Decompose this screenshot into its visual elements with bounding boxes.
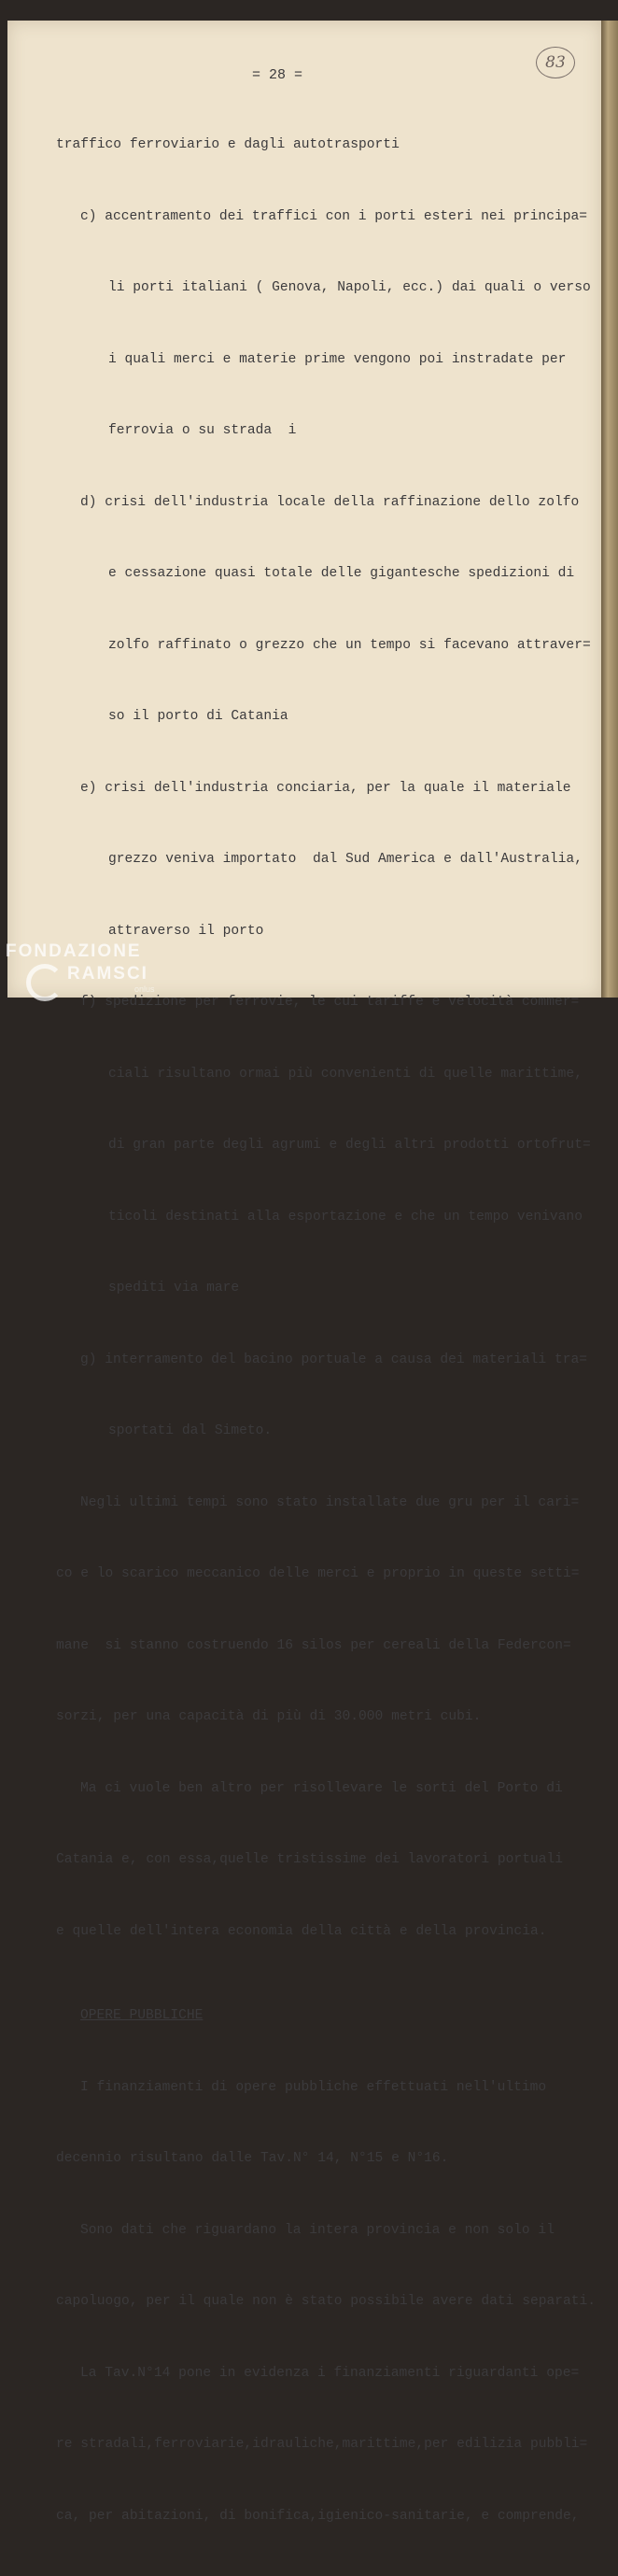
paragraph-start: La Tav.N°14 pone in evidenza i finanziamenti riguardanti ope= xyxy=(80,2365,580,2381)
watermark-suffix: onlus xyxy=(134,984,155,994)
typewritten-body xyxy=(56,86,597,2576)
text-line: decennio risultano dalle Tav.N° 14, N°15 e N°16. xyxy=(56,2151,449,2166)
text-line: ferrovia o su strada i xyxy=(108,423,297,438)
text-line: di gran parte degli agrumi e degli altri prodotti ortofrut= xyxy=(108,1138,591,1153)
text-line: re stradali,ferroviarie,idrauliche,marittime,per edilizia pubbli= xyxy=(56,2437,588,2452)
text-line: grezzo veniva importato dal Sud America e dall'Australia, xyxy=(108,852,583,867)
section-heading-text: OPERE PUBBLICHE xyxy=(80,2008,204,2023)
binding-edge xyxy=(601,21,618,998)
paragraph-start: Negli ultimi tempi sono stato installate due gru per il cari= xyxy=(80,1494,580,1510)
text-line: ciali risultano ormai più convenienti di quelle marittime, xyxy=(108,1066,583,1082)
watermark-line2: RAMSCI xyxy=(67,964,148,984)
text-line: li porti italiani ( Genova, Napoli, ecc.) dai quali o verso xyxy=(108,280,591,295)
text-line: Catania e, con essa,quelle tristissime dei lavoratori portuali xyxy=(56,1852,563,1867)
text-line: ticoli destinati alla esportazione e che un tempo venivano xyxy=(108,1209,583,1224)
folio-stamp: 83 xyxy=(536,47,575,78)
page-number: = 28 = xyxy=(252,67,303,83)
text-line: sportati dal Simeto. xyxy=(108,1423,273,1438)
text-line: e cessazione quasi totale delle gigantesche spedizioni di xyxy=(108,566,575,581)
text-line: ca, per abitazioni, di bonifica,igienico-sanitarie, e comprende, xyxy=(56,2508,580,2524)
text-line: mane si stanno costruendo 16 silos per cereali della Federcon= xyxy=(56,1637,571,1653)
list-item-d: d) crisi dell'industria locale della raffinazione dello zolfo xyxy=(80,494,580,510)
list-item-f: f) spedizione per ferrovie, le cui tariffe e velocità commer= xyxy=(80,995,580,1010)
text-line: zolfo raffinato o grezzo che un tempo si facevano attraver= xyxy=(108,637,591,653)
section-heading xyxy=(56,2004,584,2029)
text-line: sorzi, per una capacità di più di 30.000 metri cubi. xyxy=(56,1709,482,1724)
text-line: e quelle dell'intera economia della città e della provincia. xyxy=(56,1923,547,1939)
text-line: i quali merci e materie prime vengono poi instradate per xyxy=(108,351,567,367)
text-line: co e lo scarico meccanico delle merci e proprio in queste setti= xyxy=(56,1566,580,1581)
text-line: traffico ferroviario e dagli autotrasporti xyxy=(56,137,400,152)
list-item-c: c) accentramento dei traffici con i porti esteri nei principa= xyxy=(80,208,587,224)
list-item-e: e) crisi dell'industria conciaria, per la quale il materiale xyxy=(80,780,571,796)
paragraph-start: Sono dati che riguardano la intera provincia e non solo il xyxy=(80,2222,555,2238)
text-line: capoluogo, per il quale non è stato possibile avere dati separati. xyxy=(56,2294,597,2309)
g-logo-icon xyxy=(26,964,63,1001)
fondazione-gramsci-watermark xyxy=(6,941,155,994)
text-line: attraverso il porto xyxy=(108,923,264,939)
text-line: spediti via mare xyxy=(108,1281,240,1295)
paragraph-start: Ma ci vuole ben altro per risollevare le sorti del Porto di xyxy=(80,1780,563,1796)
text-line: so il porto di Catania xyxy=(108,709,288,724)
list-item-g: g) interramento del bacino portuale a causa dei materiali tra= xyxy=(80,1352,587,1367)
paragraph-start: I finanziamenti di opere pubbliche effettuati nell'ultimo xyxy=(80,2079,547,2095)
document-page xyxy=(7,21,601,2524)
watermark-line1: FONDAZIONE xyxy=(6,941,142,961)
